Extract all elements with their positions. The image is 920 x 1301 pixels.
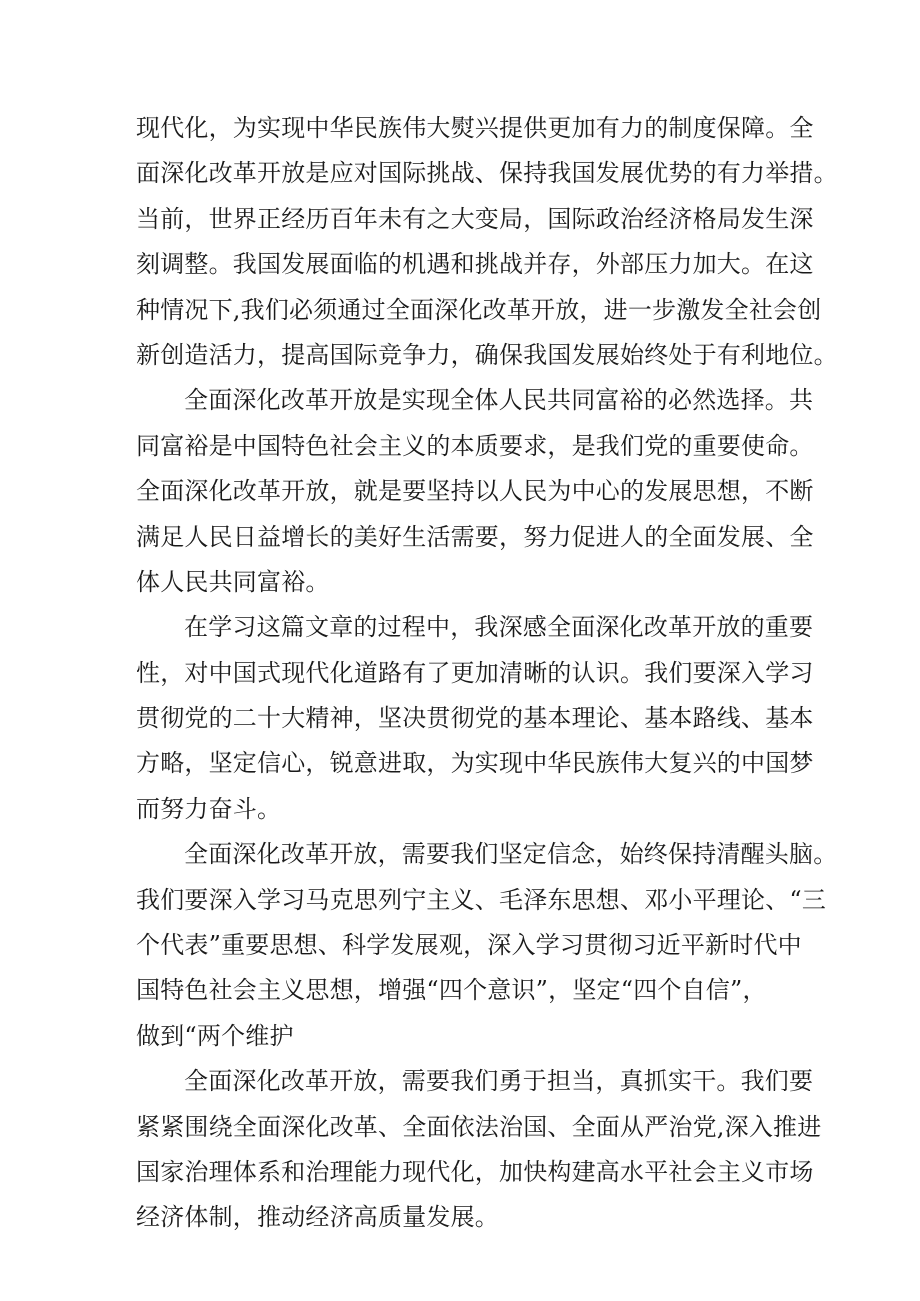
text-line: 当前，世界正经历百年未有之大变局，国际政治经济格局发生深 (136, 204, 814, 233)
text-line: 面深化改革开放是应对国际挑战、保持我国发展优势的有力举措。 (136, 159, 838, 188)
text-line: 做到“两个维护 (136, 1021, 294, 1050)
text-line: 而努力奋斗。 (136, 794, 282, 823)
text-line: 刻调整。我国发展面临的机遇和挑战并存，外部压力加大。在这 (136, 250, 814, 279)
text-line: 贯彻党的二十大精神，坚决贯彻党的基本理论、基本路线、基本 (136, 704, 814, 733)
text-line: 全面深化改革开放是实现全体人民共同富裕的必然选择。共 (184, 386, 814, 415)
text-line: 紧紧围绕全面深化改革、全面依法治国、全面从严治党,深入推进 (136, 1112, 822, 1141)
text-line: 在学习这篇文章的过程中，我深感全面深化改革开放的重要 (184, 613, 814, 642)
text-line: 全面深化改革开放，就是要坚持以人民为中心的发展思想，不断 (136, 477, 814, 506)
text-line: 国家治理体系和治理能力现代化，加快构建高水平社会主义市场 (136, 1157, 814, 1186)
text-line: 经济体制，推动经济高质量发展。 (136, 1203, 499, 1232)
paragraph-4 (136, 832, 838, 1059)
paragraph-2 (136, 378, 814, 605)
paragraph-5 (136, 1059, 822, 1241)
text-line: 种情况下,我们必须通过全面深化改革开放，进一步激发全社会创 (136, 295, 822, 324)
text-line: 我们要深入学习马克思列宁主义、毛泽东思想、邓小平理论、“三 (136, 885, 827, 914)
paragraph-1 (136, 106, 838, 378)
text-line: 性，对中国式现代化道路有了更加清晰的认识。我们要深入学习 (136, 658, 814, 687)
text-line: 个代表”重要思想、科学发展观，深入学习贯彻习近平新时代中 (136, 931, 802, 960)
text-line: 现代化，为实现中华民族伟大熨兴提供更加有力的制度保障。全 (136, 114, 814, 142)
text-line: 全面深化改革开放，需要我们坚定信念，始终保持清醒头脑。 (184, 840, 838, 869)
text-line: 满足人民日益增长的美好生活需要，努力促进人的全面发展、全 (136, 522, 814, 551)
text-line: 方略，坚定信心，锐意进取，为实现中华民族伟大复兴的中国梦 (136, 749, 814, 778)
text-line: 体人民共同富裕。 (136, 567, 330, 596)
text-line: 国特色社会主义思想，增强“四个意识”，坚定“四个自信”， (136, 976, 767, 1005)
text-line: 新创造活力，提高国际竞争力，确保我国发展始终处于有利地位。 (136, 340, 838, 369)
paragraph-3 (136, 605, 814, 832)
document-body (136, 106, 838, 1241)
text-line: 同富裕是中国特色社会主义的本质要求，是我们党的重要使命。 (136, 431, 814, 460)
text-line: 全面深化改革开放，需要我们勇于担当，真抓实干。我们要 (184, 1067, 814, 1096)
